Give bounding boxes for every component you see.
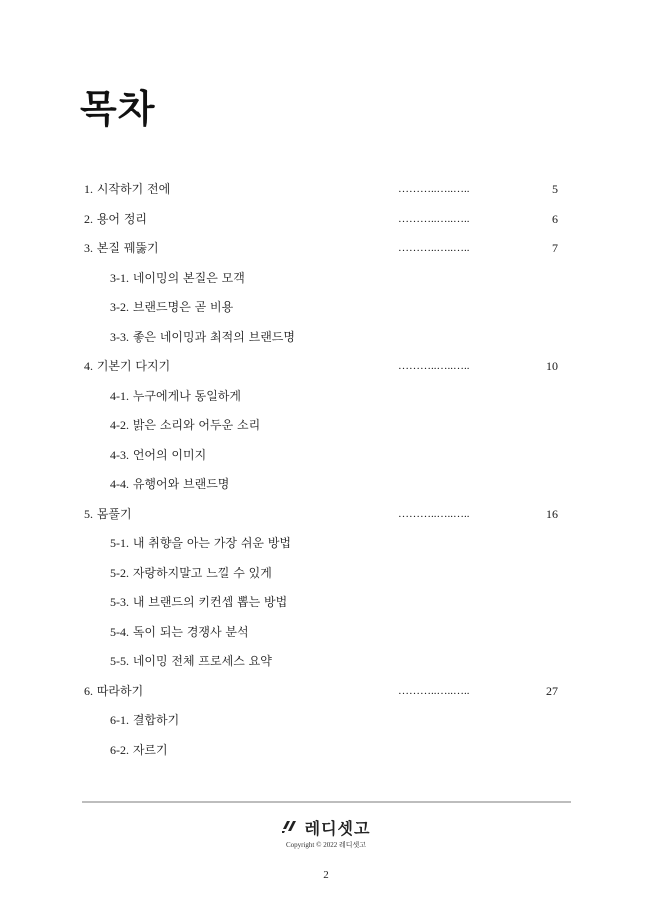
toc-entry-label bbox=[110, 592, 287, 612]
toc-entry-label bbox=[110, 474, 229, 494]
toc-subentry[interactable] bbox=[0, 710, 652, 730]
toc-leader-dots: ………..…..….. bbox=[398, 360, 470, 372]
toc-entry-text: 누구에게나 동일하게 bbox=[132, 388, 241, 403]
toc-entry-number: 4-1. bbox=[110, 388, 129, 403]
toc-entry-number: 5-4. bbox=[110, 624, 129, 639]
toc-entry-label bbox=[84, 238, 159, 258]
toc-entry-number: 6-2. bbox=[110, 742, 129, 757]
toc-entry-number: 5-1. bbox=[110, 536, 129, 550]
toc-page-number: 6 bbox=[552, 211, 558, 226]
toc-entry-label bbox=[110, 268, 245, 288]
toc-entry-number: 6. bbox=[84, 683, 93, 698]
toc-entry-number: 3-3. bbox=[110, 329, 129, 344]
toc-leader-dots: ………..…..….. bbox=[398, 212, 470, 225]
toc-entry-number: 5. bbox=[84, 506, 93, 521]
toc-entry-label bbox=[110, 297, 233, 317]
toc-entry-label bbox=[110, 563, 272, 583]
toc-subentry[interactable] bbox=[0, 740, 652, 760]
toc-page-number: 16 bbox=[546, 506, 558, 521]
toc-entry-text: 결합하기 bbox=[132, 713, 180, 727]
toc-entry[interactable] bbox=[0, 356, 652, 376]
toc-subentry[interactable] bbox=[0, 474, 652, 494]
toc-page-number: 7 bbox=[552, 241, 558, 255]
toc-subentry[interactable] bbox=[0, 327, 652, 347]
toc-page-number: 5 bbox=[552, 182, 558, 196]
toc-entry-text: 따라하기 bbox=[96, 683, 144, 698]
toc-entry-label bbox=[110, 386, 241, 406]
toc-entry-number: 5-2. bbox=[110, 565, 129, 580]
toc-entry-number: 4-2. bbox=[110, 418, 129, 432]
page-title: 목차 bbox=[80, 87, 156, 131]
toc-subentry[interactable] bbox=[0, 297, 652, 317]
toc-entry-label bbox=[110, 710, 179, 730]
toc-subentry[interactable] bbox=[0, 533, 652, 553]
toc-entry-text: 자랑하지말고 느낄 수 있게 bbox=[132, 565, 272, 580]
toc-entry-label bbox=[84, 209, 147, 229]
toc-entry-number: 3-2. bbox=[110, 300, 129, 314]
toc-entry-text: 네이밍의 본질은 모객 bbox=[132, 270, 245, 285]
toc-entry-number: 5-3. bbox=[110, 595, 129, 609]
toc-entry-number: 1. bbox=[84, 182, 93, 196]
toc-entry[interactable] bbox=[0, 504, 652, 524]
toc-entry-label bbox=[84, 356, 170, 376]
toc-entry-text: 자르기 bbox=[132, 742, 168, 757]
toc-subentry[interactable] bbox=[0, 563, 652, 583]
toc-entry-label bbox=[84, 681, 143, 701]
toc-entry[interactable] bbox=[0, 209, 652, 229]
toc-entry-label bbox=[84, 179, 170, 199]
toc-subentry[interactable] bbox=[0, 622, 652, 642]
logo-icon bbox=[282, 818, 298, 837]
toc-entry-number: 5-5. bbox=[110, 654, 129, 668]
toc-entry-text: 본질 꿰뚫기 bbox=[96, 241, 159, 255]
toc-entry-number: 3. bbox=[84, 241, 93, 255]
toc-leader-dots: ………..…..….. bbox=[398, 242, 470, 254]
toc-entry-label bbox=[110, 327, 295, 347]
toc-entry-number: 4-4. bbox=[110, 477, 129, 491]
toc-entry-text: 밝은 소리와 어두운 소리 bbox=[132, 418, 261, 432]
toc-entry-label bbox=[110, 740, 168, 760]
toc-entry-text: 기본기 다지기 bbox=[96, 359, 171, 373]
toc-subentry[interactable] bbox=[0, 651, 652, 671]
toc-subentry[interactable] bbox=[0, 445, 652, 465]
toc-entry-text: 내 취향을 아는 가장 쉬운 방법 bbox=[132, 536, 292, 550]
page-number: 2 bbox=[323, 869, 329, 881]
footer-logo bbox=[0, 816, 652, 839]
toc-entry-label bbox=[110, 533, 291, 553]
toc-entry-text: 언어의 이미지 bbox=[132, 447, 207, 462]
toc-leader-dots: ………..…..….. bbox=[398, 183, 470, 195]
toc-entry-text: 시작하기 전에 bbox=[96, 182, 171, 196]
toc-entry-text: 내 브랜드의 키컨셉 뽑는 방법 bbox=[132, 595, 288, 609]
toc-entry-label bbox=[110, 415, 260, 435]
toc-leader-dots: ………..…..….. bbox=[398, 507, 470, 520]
toc-entry-text: 독이 되는 경쟁사 분석 bbox=[132, 624, 249, 639]
toc-leader-dots: ………..…..….. bbox=[398, 684, 470, 697]
toc-subentry[interactable] bbox=[0, 386, 652, 406]
toc-entry[interactable] bbox=[0, 238, 652, 258]
toc-entry[interactable] bbox=[0, 179, 652, 199]
logo-text: 레디셋고 bbox=[304, 819, 371, 838]
toc-entry-label bbox=[110, 445, 206, 465]
toc-entry-text: 네이밍 전체 프로세스 요약 bbox=[132, 654, 272, 668]
toc-entry-label bbox=[110, 651, 272, 671]
toc-page-number: 10 bbox=[546, 359, 558, 373]
toc-subentry[interactable] bbox=[0, 415, 652, 435]
toc-entry-text: 브랜드명은 곧 비용 bbox=[132, 300, 234, 314]
toc-entry-text: 유행어와 브랜드명 bbox=[132, 477, 230, 491]
toc-entry-text: 몸풀기 bbox=[96, 506, 132, 521]
toc-entry-number: 3-1. bbox=[110, 270, 129, 285]
toc-subentry[interactable] bbox=[0, 268, 652, 288]
footer-divider bbox=[82, 801, 571, 803]
toc-entry-text: 용어 정리 bbox=[96, 211, 148, 226]
toc-entry-number: 4-3. bbox=[110, 447, 129, 462]
toc-entry-text: 좋은 네이밍과 최적의 브랜드명 bbox=[132, 329, 295, 344]
toc-entry[interactable] bbox=[0, 681, 652, 701]
toc-entry-label bbox=[84, 504, 132, 524]
toc-page-number: 27 bbox=[546, 683, 558, 698]
toc-entry-number: 2. bbox=[84, 211, 93, 226]
copyright-text: Copyright © 2022 레디셋고 bbox=[285, 841, 366, 849]
toc-entry-number: 4. bbox=[84, 359, 93, 373]
toc-entry-number: 6-1. bbox=[110, 713, 129, 727]
toc-subentry[interactable] bbox=[0, 592, 652, 612]
toc-entry-label bbox=[110, 622, 249, 642]
